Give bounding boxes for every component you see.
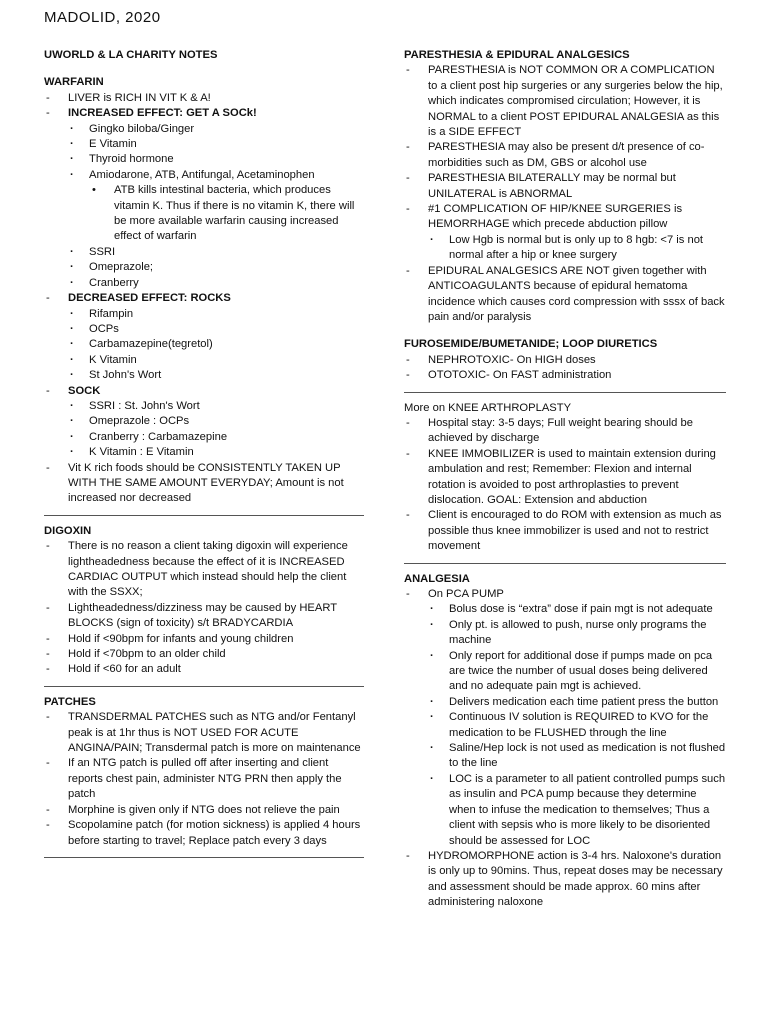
knee-title: More on KNEE ARTHROPLASTY — [404, 401, 572, 414]
analgesia-list — [404, 587, 726, 911]
list-item: · Gingko biloba/Ginger — [44, 122, 364, 137]
list-item: - INCREASED EFFECT: GET A SOCk! · Gingko biloba/Ginger · E Vitamin · Thyroid hormone · Amiodarone, ATB, Antifungal, Acetaminophen • ATB kills intestinal bacteria, which produces vitamin K. Thus if there is no vitamin K, there will be more available warfarin causing increased effect of warfarin · SSRI · Omeprazole; · Cranberry — [44, 106, 364, 291]
left-column — [44, 48, 364, 866]
right-column — [404, 48, 726, 911]
list-item: · Continuous IV solution is REQUIRED to KVO for the medication to be FLUSHED through the line — [404, 710, 726, 741]
list-item: - If an NTG patch is pulled off after inserting and client reports chest pain, administer NTG PRN then apply the patch — [44, 756, 364, 802]
list-item: - Hospital stay: 3-5 days; Full weight bearing should be achieved by discharge — [404, 416, 726, 447]
patches-title: PATCHES — [44, 695, 96, 708]
page-header: MADOLID, 2020 — [44, 9, 161, 26]
furosemide-title: FUROSEMIDE/BUMETANIDE; LOOP DIURETICS — [404, 338, 658, 351]
list-item: · Omeprazole : OCPs — [44, 414, 364, 429]
list-item: - Hold if <70bpm to an older child — [44, 647, 364, 662]
list-item: - LIVER is RICH IN VIT K & A! — [44, 91, 364, 106]
list-item: · SSRI — [44, 245, 364, 260]
divider — [44, 515, 364, 516]
list-item: - Hold if <90bpm for infants and young children — [44, 632, 364, 647]
list-item: · Only report for additional dose if pumps made on pca are twice the number of usual doses being delivered and no adequate pain mgt is achieved. — [404, 649, 726, 695]
list-item: - There is no reason a client taking digoxin will experience lightheadedness because the effect of it is INCREASED CARDIAC OUTPUT which instead should help the client with the SSXX; — [44, 539, 364, 601]
divider — [44, 857, 364, 858]
list-item: · Cranberry — [44, 276, 364, 291]
knee-list — [404, 416, 726, 555]
list-item: - PARESTHESIA may also be present d/t presence of co-morbidities such as DM, GBS or alcohol use — [404, 140, 726, 171]
list-item: · K Vitamin : E Vitamin — [44, 445, 364, 460]
list-item: - SOCK · SSRI : St. John's Wort · Omeprazole : OCPs · Cranberry : Carbamazepine · K Vitamin : E Vitamin — [44, 384, 364, 461]
list-item: · Thyroid hormone — [44, 152, 364, 167]
list-item: · Bolus dose is “extra” dose if pain mgt is not adequate — [404, 602, 726, 617]
list-item: · Rifampin — [44, 307, 364, 322]
digoxin-title: DIGOXIN — [44, 524, 92, 537]
list-item: - Vit K rich foods should be CONSISTENTLY TAKEN UP WITH THE SAME AMOUNT EVERYDAY; Amount is not increased nor decreased — [44, 461, 364, 507]
list-item: · Cranberry : Carbamazepine — [44, 430, 364, 445]
paresthesia-list — [404, 63, 726, 325]
list-item: - Hold if <60 for an adult — [44, 662, 364, 677]
list-item: - On PCA PUMP · Bolus dose is “extra” dose if pain mgt is not adequate · Only pt. is allowed to push, nurse only programs the machine · Only report for additional dose if pumps made on pca are twice the number of usual doses being delivered and no adequate pain mgt is achieved. · Delivers medication each time patient press the button · Continuous IV solution is REQUIRED to KVO for the medication to be FLUSHED through the line · Saline/Hep lock is not used as medication is not flushed to the line · LOC is a parameter to all patient controlled pumps such as insulin and PCA pump because they determine when to infuse the medication to themselves; Thus a client with sepsis who is more likely to be disoriented should be assessed for LOC — [404, 587, 726, 849]
list-item: - PARESTHESIA BILATERALLY may be normal but UNILATERAL is ABNORMAL — [404, 171, 726, 202]
list-item: - OTOTOXIC- On FAST administration — [404, 368, 726, 383]
list-item: · Omeprazole; — [44, 260, 364, 275]
list-item: - NEPHROTOXIC- On HIGH doses — [404, 353, 726, 368]
list-item: · LOC is a parameter to all patient controlled pumps such as insulin and PCA pump because they determine when to infuse the medication to themselves; Thus a client with sepsis who is more likely to be disoriented should be assessed for LOC — [404, 772, 726, 849]
list-item: · Saline/Hep lock is not used as medication is not flushed to the line — [404, 741, 726, 772]
list-item: - #1 COMPLICATION OF HIP/KNEE SURGERIES is HEMORRHAGE which precede abduction pillow · Low Hgb is normal but is only up to 8 hgb: <7 is not normal after a hip or knee surgery — [404, 202, 726, 264]
analgesia-title: ANALGESIA — [404, 572, 470, 585]
list-item: - EPIDURAL ANALGESICS ARE NOT given together with ANTICOAGULANTS because of epidural hematoma incidence which causes cord compression with sssx of back pain and/or paralysis — [404, 264, 726, 326]
list-item: - Client is encouraged to do ROM with extension as much as possible thus knee immobilizer is used and not to restrict movement — [404, 508, 726, 554]
patches-list — [44, 710, 364, 849]
warfarin-list — [44, 91, 364, 507]
list-item: - DECREASED EFFECT: ROCKS · Rifampin · OCPs · Carbamazepine(tegretol) · K Vitamin · St John's Wort — [44, 291, 364, 383]
list-item: - PARESTHESIA is NOT COMMON OR A COMPLICATION to a client post hip surgeries or any surgeries below the hip, which indicates compromised circulation; However, it is NORMAL to a client POST EPIDURAL ANALGESIA as this is a SIDE EFFECT — [404, 63, 726, 140]
list-item: · St John's Wort — [44, 368, 364, 383]
divider — [44, 686, 364, 687]
digoxin-list — [44, 539, 364, 678]
paresthesia-title: PARESTHESIA & EPIDURAL ANALGESICS — [404, 49, 630, 61]
list-item: • ATB kills intestinal bacteria, which produces vitamin K. Thus if there is no vitamin K, there will be more available warfarin causing increased effect of warfarin — [44, 183, 364, 245]
list-item: - Lightheadedness/dizziness may be caused by HEART BLOCKS (sign of toxicity) s/t BRADYCARDIA — [44, 601, 364, 632]
list-item: - Morphine is given only if NTG does not relieve the pain — [44, 803, 364, 818]
list-item: · Carbamazepine(tegretol) — [44, 337, 364, 352]
list-item: - KNEE IMMOBILIZER is used to maintain extension during ambulation and rest; Remember: Flexion and internal rotation is avoided to post arthroplasties to prevent dislocation. GOAL: Extension and abduction — [404, 447, 726, 509]
list-item: · Amiodarone, ATB, Antifungal, Acetaminophen • ATB kills intestinal bacteria, which produces vitamin K. Thus if there is no vitamin K, there will be more available warfarin causing increased effect of warfarin — [44, 168, 364, 245]
list-item: · OCPs — [44, 322, 364, 337]
divider — [404, 392, 726, 393]
notes-title: UWORLD & LA CHARITY NOTES — [44, 49, 218, 61]
list-item: - Scopolamine patch (for motion sickness) is applied 4 hours before starting to travel; Replace patch every 3 days — [44, 818, 364, 849]
list-item: - HYDROMORPHONE action is 3-4 hrs. Naloxone's duration is only up to 90mins. Thus, repeat doses may be necessary and assessment should be made approx. 60 mins after administering naloxone — [404, 849, 726, 911]
warfarin-title: WARFARIN — [44, 76, 104, 89]
furosemide-list — [404, 353, 726, 384]
list-item: · K Vitamin — [44, 353, 364, 368]
list-item: - TRANSDERMAL PATCHES such as NTG and/or Fentanyl peak is at 1hr thus is NOT USED FOR ACUTE ANGINA/PAIN; Transdermal patch is more on maintenance — [44, 710, 364, 756]
list-item: · SSRI : St. John's Wort — [44, 399, 364, 414]
list-item: · Delivers medication each time patient press the button — [404, 695, 726, 710]
list-item: · Only pt. is allowed to push, nurse only programs the machine — [404, 618, 726, 649]
divider — [404, 563, 726, 564]
list-item: · E Vitamin — [44, 137, 364, 152]
list-item: · Low Hgb is normal but is only up to 8 hgb: <7 is not normal after a hip or knee surgery — [404, 233, 726, 264]
